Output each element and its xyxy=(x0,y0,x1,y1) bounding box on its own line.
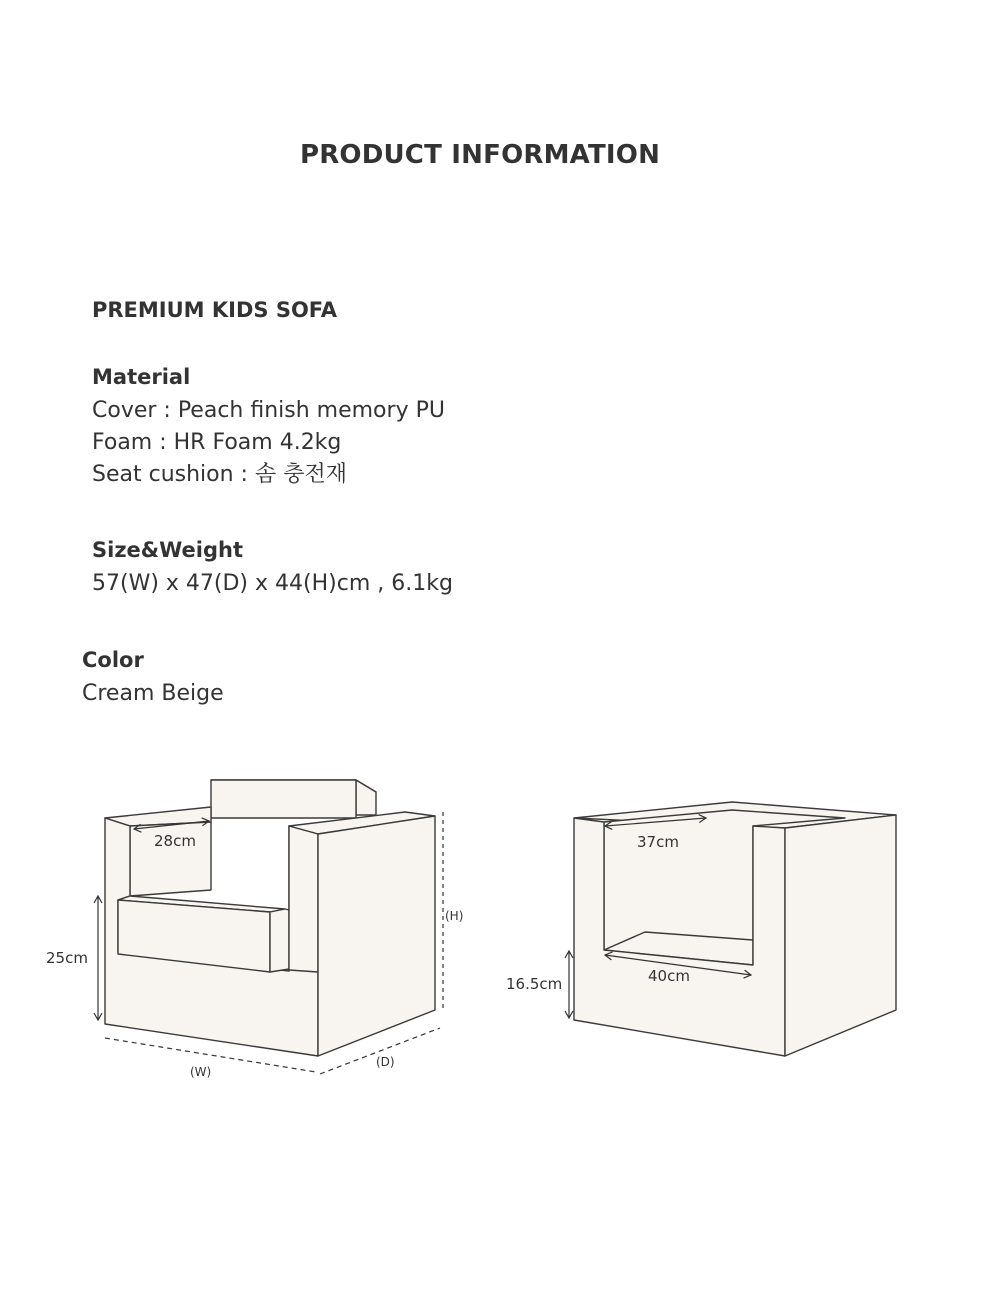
sofa-front-view xyxy=(105,780,435,1056)
material-cover: Cover : Peach finish memory PU xyxy=(92,398,445,423)
material-heading: Material xyxy=(92,365,191,389)
right-arm-front xyxy=(289,826,318,972)
size-weight-value: 57(W) x 47(D) x 44(H)cm , 6.1kg xyxy=(92,571,453,596)
material-seat-cushion: Seat cushion : 솜 충전재 xyxy=(92,462,347,487)
page-title: PRODUCT INFORMATION xyxy=(299,140,661,170)
product-name: PREMIUM KIDS SOFA xyxy=(92,298,337,322)
seat-cushion-side xyxy=(270,909,289,972)
color-value: Cream Beige xyxy=(82,681,224,706)
depth-axis-label: (D) xyxy=(376,1055,395,1069)
inner-width-bottom-label: 40cm xyxy=(648,967,690,985)
seat-height-label-left: 25cm xyxy=(46,949,88,967)
color-section xyxy=(82,648,224,710)
back-cushion-side xyxy=(356,780,376,815)
color-heading: Color xyxy=(82,648,144,672)
material-section xyxy=(92,365,445,491)
height-axis-label: (H) xyxy=(445,909,464,923)
width-axis-label: (W) xyxy=(190,1065,212,1079)
seat-height-label-right: 16.5cm xyxy=(506,975,563,993)
size-weight-section xyxy=(92,538,453,600)
sofa-right-side xyxy=(318,816,435,1056)
sofa-dimension-diagram xyxy=(0,760,1000,1100)
sofa-side-view xyxy=(574,802,896,1056)
back-cushion-front xyxy=(211,780,356,818)
arm-width-label: 28cm xyxy=(154,832,196,850)
inner-width-top-label: 37cm xyxy=(637,833,679,851)
size-weight-heading: Size&Weight xyxy=(92,538,243,562)
material-foam: Foam : HR Foam 4.2kg xyxy=(92,430,342,455)
side-right-face xyxy=(785,815,896,1056)
